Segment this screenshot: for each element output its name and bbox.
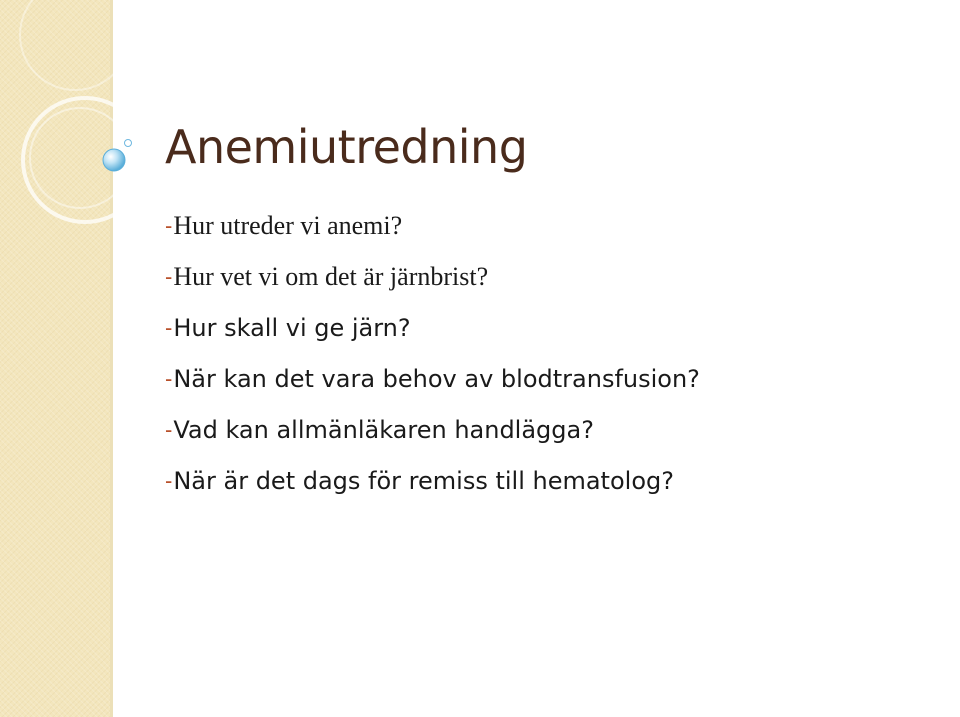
bullet-text: Hur vet vi om det är järnbrist?	[173, 261, 489, 291]
bullet-dash: -	[165, 365, 173, 391]
bullet-item	[165, 302, 700, 353]
bullet-dash: -	[165, 263, 173, 289]
decorative-ring-large	[23, 98, 147, 222]
bullet-item	[165, 200, 700, 251]
bullet-item	[165, 455, 700, 506]
bullet-text: Vad kan allmänläkaren handlägga?	[173, 415, 594, 444]
bullet-dash: -	[165, 467, 173, 493]
decorative-ring-top	[20, 0, 130, 90]
bullet-dash: -	[165, 416, 173, 442]
slide-title: Anemiutredning	[165, 120, 528, 174]
small-bubble-icon	[125, 140, 132, 147]
bullet-item	[165, 251, 700, 302]
bullet-text: När är det dags för remiss till hematolog?	[173, 466, 674, 495]
bullet-text: Hur skall vi ge järn?	[173, 313, 411, 342]
bullet-item	[165, 353, 700, 404]
bullet-item	[165, 404, 700, 455]
bullet-text: När kan det vara behov av blodtransfusion?	[173, 364, 700, 393]
bullet-dash: -	[165, 212, 173, 238]
blue-bubble-icon	[103, 149, 125, 171]
bullet-dash: -	[165, 314, 173, 340]
bullet-list	[165, 200, 700, 506]
bullet-text: Hur utreder vi anemi?	[173, 210, 403, 240]
